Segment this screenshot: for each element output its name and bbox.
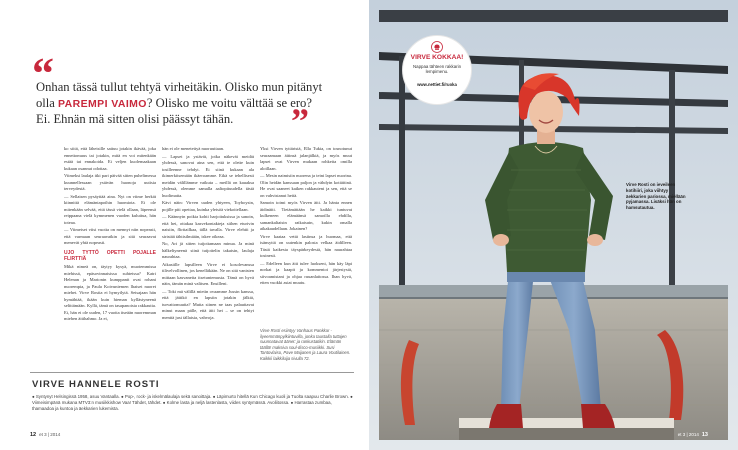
close-quote-mark: ” — [291, 101, 309, 141]
article-subheading: UJO TYTTÖ OPETTI POJALLE FLIRTTIÄ — [64, 249, 156, 262]
photo-caption: Virve Rosti on ieveileen kotihiiri, joka viihtyy äekkarien pariossa, miellään pyjamassa. Lisäksi hän on hamsutautua. — [626, 182, 686, 211]
article-paragraph: — Edelleen kun äiti tulee luokseni, hän käy läpi norkat ja kaapit ja kommentoi järjestystä, siivoamistani ja ohjaa ruuanlaitossa. Ihan hyvä, etten vuokki asiat muutu. — [260, 260, 352, 285]
page-number: 12 — [30, 432, 37, 438]
pull-quote — [36, 80, 326, 128]
badge-subtitle: Nappaa tähteen rakkarin lempimenu. — [412, 64, 462, 75]
pull-quote-line2: ? Olisko me voitu välttää se ero? Ei. Ehnän mä sitten olisi päässyt tähän. — [36, 95, 312, 127]
article-paragraph: ko siitä, että läheisille sattuu jotakin ikävää, joka ennettomuus tai jotakin, mitä en voi mitenkään estää tai ennakoida. Ei veljen kuolemaakaan kukaan osannut odottaa. — [64, 146, 156, 171]
article-paragraph: — Käännyin poikia kohti harjoituksissa ja sanoin, että hei, ottakaa kasvekontakteja siihen eturivin naisiin, flirttailkaa, tällä tavalla. Virve elehtii ja siristää tähtisilmiään, iskee oikeaa. — [162, 214, 254, 239]
pull-quote-line1: Onhan tässä tullut tehtyä virheitäkin. Olisko mun pitänyt olla — [36, 80, 323, 110]
article-paragraph: — Lapset ja ystävät, jotka näkevät meidät yhdessä, sanovat aina sen, että te olette kuin tosilleenne tehdyt. Ei siinä kukaan ala ikimerkitsemään ikäeroamme. Eikä se tehellisesti meidän välillämme vaikuta – meillä on kauaksa yhdessä, olemme samalla aaltopituudella tästä huolimatta. — [162, 153, 254, 198]
article-paragraph: — Mesin naimisiin nuorena ja teini lapset nuorina. Olin heidän kanssaan paljon ja vähdyin kotiäitinä. He ovat saaneet kaiken rakkauteni ja sen, että se on vahvistanut heitä. — [260, 173, 352, 198]
chef-logo-icon — [431, 41, 443, 53]
article-paragraph: Virve kaataa vettä lasiinsa ja huomaa, että isänsyttä on uutenkin palosta velkaa äidilleen. Tästä kaikesta täyspärkeydestä, hän naurahtaa tosinesti. — [260, 233, 352, 258]
badge-title: VIRVE KOKKAA! — [410, 54, 464, 61]
open-quote-mark: “ — [32, 49, 54, 98]
article-paragraph: — Toki mä välillä mietin ovaamme Jussin kanssa, että jättikö en lapsiin jotakin jälkiä, turvattomuutta? Mutta siinen ne taas palauttavat minut maan pälle, että äiti hei – se on tehtyt menttä just tällaisia, vahvoja. — [162, 288, 254, 320]
folio-right — [678, 432, 708, 438]
article-paragraph: hän ei ole menetettyä nuoruuttaan. — [162, 146, 225, 151]
article-paragraph: Kävi näin: Virven uuden yhtyeen, Toyboysin, pojille piti opettaa, kuinka yleisöä viekoitellaan. — [162, 200, 254, 212]
article-column-1 — [64, 146, 156, 376]
bio-title: VIRVE HANNELE ROSTI — [32, 379, 160, 390]
article-paragraph: Viimeksi laulaja itki pari päivää sitten puhelimessa kuunnellessaan ystävän huonoja uutisia terveydestä. — [64, 173, 156, 191]
page-number: 13 — [701, 432, 708, 438]
bio-divider — [30, 372, 354, 373]
bio-text: ● Syntynyt Helsingissä 1958, asuu Vantaalla. ● Pop-, rock- ja iskelmälaulaja sekä sanoittaja. ● Läpimurto hitellä Kun Chicago kuoli ja Tuolta saapuu Charlie Brown. ● Viimeisimpänä mukana MTV3:n musiikkishow Vaa! Tähdet, tähdet. ● Kolme lasta ja neljä lastenlasta, viides syntymässä. Avoliitossa. ● Harrastaa zumbaa, thamaadoa ja kuntoa ja äekkarien lukemista. — [32, 394, 353, 411]
issue-label: et 3 | 2014 — [39, 432, 61, 437]
article-paragraph: Yksi Virven tyttäristä, Ella Tukia, on tosnotunut seuraamaan äitinsä jalanjälkiä, ja myös muut lapset ovat Virven mukaan rohkeita omilla aloillaan. — [260, 146, 352, 171]
article-paragraph: — Sellaisen pysäyttää aina. Nyt on viime herkät kiinnittä elämäntapoihin huomiota. Ei ole mitenkään selvää, että tässä vielä ollaan, läpeensä reippaana vielä kymmenen vuoden kuluttua, hän toteaa. — [64, 193, 156, 225]
pull-quote-highlight: PAREMPI VAIMO — [58, 97, 147, 110]
folio-left — [30, 432, 60, 438]
article-paragraph: Samoin toimi myös Virven äiti. Ja hänta ennen äidinäiti. Tietämättään he kaikki tuntuvat kulkeneen elämäänsä samoilla ehdilla, samankaltaisin ratkaisuin, kukin omalla aikakaudellaan. Jokainen? — [260, 200, 352, 231]
photo-credit-caption: Virve Rosti esiintyy Vanhaus Pankkar -ilyeemmänpylkiintuvilla, jonka taustalla tuttajen suunnatavat äänet: ja rankustatikin. Elämän täällä! maksiva soul-disco-musiikki. Susi Tantovlaiso, Pave Maijanen ja Laura Voutilainen. Kaikkii laikkiluija sivulla 72. — [260, 328, 351, 361]
article-column-3 — [260, 146, 352, 326]
article-column-2 — [162, 146, 254, 376]
article-paragraph: — Viimeiset viisi vuotta on mennyt niin nopeasti, että varmaan seuraavatkin ja sitä seuraavat menevät yhtä nopeasti. — [64, 227, 156, 245]
article-paragraph: No, Ari jä sitten tuijottamaan minua. Ja minä hälkeltyneenä siinä tuijottelin takaisin, laulaja naurahtaa. — [162, 241, 254, 259]
issue-label: et 3 | 2014 — [677, 432, 699, 437]
recipe-badge[interactable] — [403, 36, 471, 104]
badge-url-link[interactable]: www.nettiet.fi/ruoka — [417, 82, 457, 87]
article-paragraph: Mikä nimeä on, täytyy kysyä, muotemmissa miehissä, epäsovinnaisissa suhteissa? Katri Helenan ja Marionin kumppanit ovat rohani nuorempia, ja Paula Koivuniemen lhaiset nuoret miehet. Virve Rostia ei hymyilytä. Seisajaan hän hymähtää, ikään kuin hieman kyllästyneenä selittämään. Kyllä, tämä on tasapanoista rakkautta. Ei, hän ei ole uuden, 17 vuotta itseään nuoremman miehen äitihahmo. Ja ei, — [64, 264, 156, 322]
article-paragraph: Aikasiille lapsilleen Virve ei kosolevanssa tilivelvollinen, jos kenelläkään. Ne on sitä vanisten mittaan kasvaneita itsetuntemusta. Tämä on hyvä näin, tämän minä valitsen. Ensilleni. — [162, 261, 254, 286]
